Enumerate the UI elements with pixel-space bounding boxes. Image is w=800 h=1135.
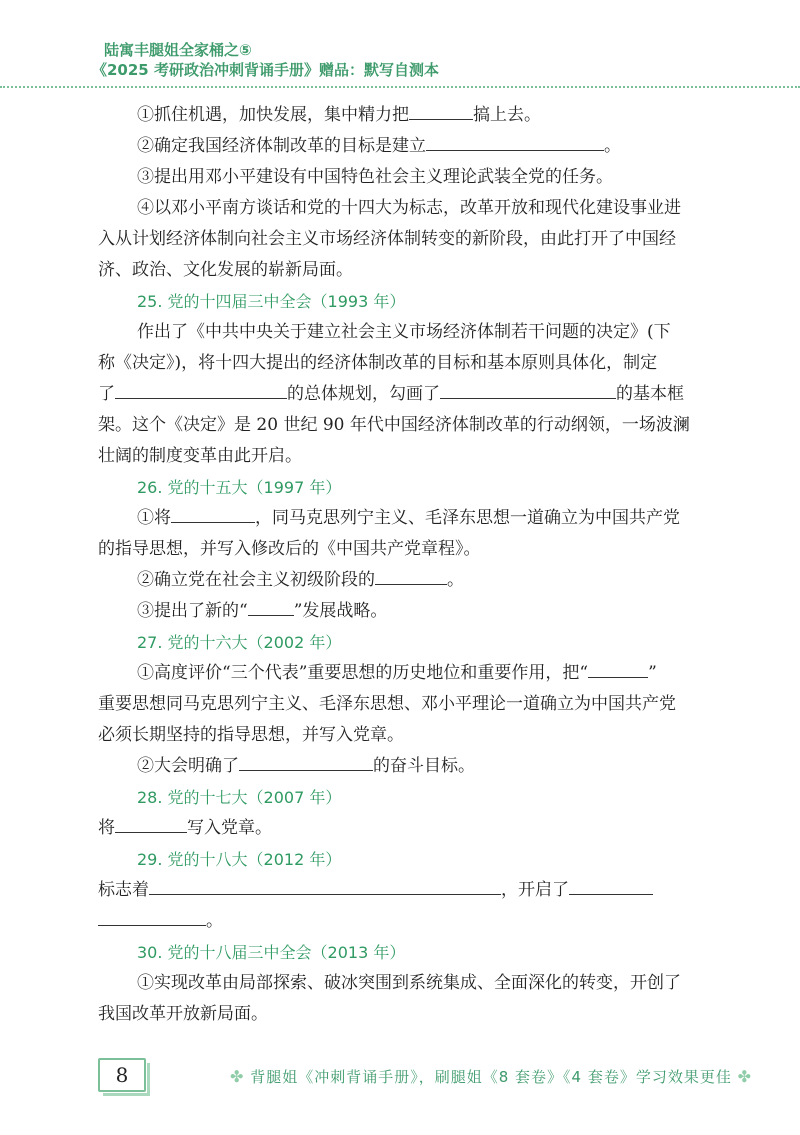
text-segment: 的基本框 <box>616 384 684 404</box>
text-line <box>98 875 723 906</box>
text-segment: ，开启了 <box>501 880 569 900</box>
text-line: 济、政治、文化发展的崭新局面。 <box>98 260 353 280</box>
text-segment: 搞上去。 <box>473 105 541 125</box>
text-segment: 了 <box>98 384 115 404</box>
fill-blank <box>588 658 648 678</box>
header-book-title: 《2025 考研政治冲刺背诵手册》赠品：默写自测本 <box>92 61 439 79</box>
text-segment: 写入党章。 <box>187 818 272 838</box>
text-segment: 标志着 <box>98 880 149 900</box>
fill-blank <box>115 379 287 399</box>
text-line <box>98 565 723 596</box>
text-segment: 。 <box>447 570 464 590</box>
text-segment: ①高度评价“三个代表”重要思想的历史地位和重要作用，把“ <box>137 663 589 683</box>
text-line <box>98 503 723 534</box>
text-line: 我国改革开放新局面。 <box>98 1004 268 1024</box>
text-line <box>98 813 723 844</box>
footer-promo-text: 背腿姐《冲刺背诵手册》，刷腿姐《8 套卷》《4 套卷》学习效果更佳 <box>250 1068 732 1086</box>
text-line <box>98 100 723 131</box>
footer-promo <box>230 1066 752 1087</box>
fill-blank <box>375 565 447 585</box>
page-header <box>92 40 439 80</box>
section-heading-29: 29. 党的十八大（2012 年） <box>137 850 342 869</box>
text-segment: ③提出了新的“ <box>137 601 248 621</box>
section-heading-25: 25. 党的十四届三中全会（1993 年） <box>137 292 406 311</box>
fill-blank <box>98 906 206 926</box>
section-heading-28: 28. 党的十七大（2007 年） <box>137 788 342 807</box>
text-line: 入从计划经济体制向社会主义市场经济体制转变的新阶段，由此打开了中国经 <box>98 229 676 249</box>
text-segment: 的奋斗目标。 <box>373 756 475 776</box>
text-segment: 将 <box>98 818 115 838</box>
text-line: 壮阔的制度变革由此开启。 <box>98 446 302 466</box>
fill-blank <box>149 875 501 895</box>
text-line: ④以邓小平南方谈话和党的十四大为标志，改革开放和现代化建设事业进 <box>137 198 681 218</box>
page-content <box>98 100 723 1030</box>
fill-blank <box>440 379 616 399</box>
text-line: ①实现改革由局部探索、破冰突围到系统集成、全面深化的转变，开创了 <box>137 973 681 993</box>
section-heading-27: 27. 党的十六大（2002 年） <box>137 633 342 652</box>
text-line: 称《决定》)，将十四大提出的经济体制改革的目标和基本原则具体化，制定 <box>98 353 658 373</box>
fill-blank <box>171 503 255 523</box>
section-heading-30: 30. 党的十八届三中全会（2013 年） <box>137 943 406 962</box>
text-segment: 的总体规划，勾画了 <box>287 384 440 404</box>
fill-blank <box>248 596 294 616</box>
text-line <box>98 379 723 410</box>
page-number: 8 <box>98 1058 146 1092</box>
text-segment: ”发展战略。 <box>293 601 388 621</box>
text-segment: ①将 <box>137 508 171 528</box>
fill-blank <box>115 813 187 833</box>
text-line: 的指导思想，并写入修改后的《中国共产党章程》。 <box>98 539 481 559</box>
text-line <box>98 596 723 627</box>
text-segment: ” <box>648 663 657 683</box>
text-line: 作出了《中共中央关于建立社会主义市场经济体制若干问题的决定》(下 <box>137 322 671 342</box>
clover-icon: ✤ <box>737 1067 753 1086</box>
fill-blank <box>569 875 653 895</box>
text-segment: 。 <box>604 136 621 156</box>
clover-icon: ✤ <box>230 1067 245 1086</box>
text-segment: ，同马克思列宁主义、毛泽东思想一道确立为中国共产党 <box>255 508 680 528</box>
text-line: ③提出用邓小平建设有中国特色社会主义理论武装全党的任务。 <box>137 167 613 187</box>
text-segment: 。 <box>206 911 223 931</box>
header-dotted-divider <box>0 86 800 88</box>
fill-blank <box>239 751 373 771</box>
text-line: 重要思想同马克思列宁主义、毛泽东思想、邓小平理论一道确立为中国共产党 <box>98 694 676 714</box>
text-line <box>98 906 723 937</box>
text-segment: ②大会明确了 <box>137 756 239 776</box>
text-segment: ①抓住机遇，加快发展，集中精力把 <box>137 105 409 125</box>
text-segment: ②确立党在社会主义初级阶段的 <box>137 570 375 590</box>
section-heading-26: 26. 党的十五大（1997 年） <box>137 478 342 497</box>
fill-blank <box>409 100 473 120</box>
text-line: 必须长期坚持的指导思想，并写入党章。 <box>98 725 404 745</box>
text-segment: ②确定我国经济体制改革的目标是建立 <box>137 136 426 156</box>
text-line <box>98 131 723 162</box>
text-line <box>98 751 723 782</box>
text-line: 架。这个《决定》是 20 世纪 90 年代中国经济体制改革的行动纲领，一场波澜 <box>98 415 690 435</box>
header-series-title: 陆寓丰腿姐全家桶之⑤ <box>104 41 252 59</box>
fill-blank <box>426 131 604 151</box>
text-line <box>98 658 723 689</box>
